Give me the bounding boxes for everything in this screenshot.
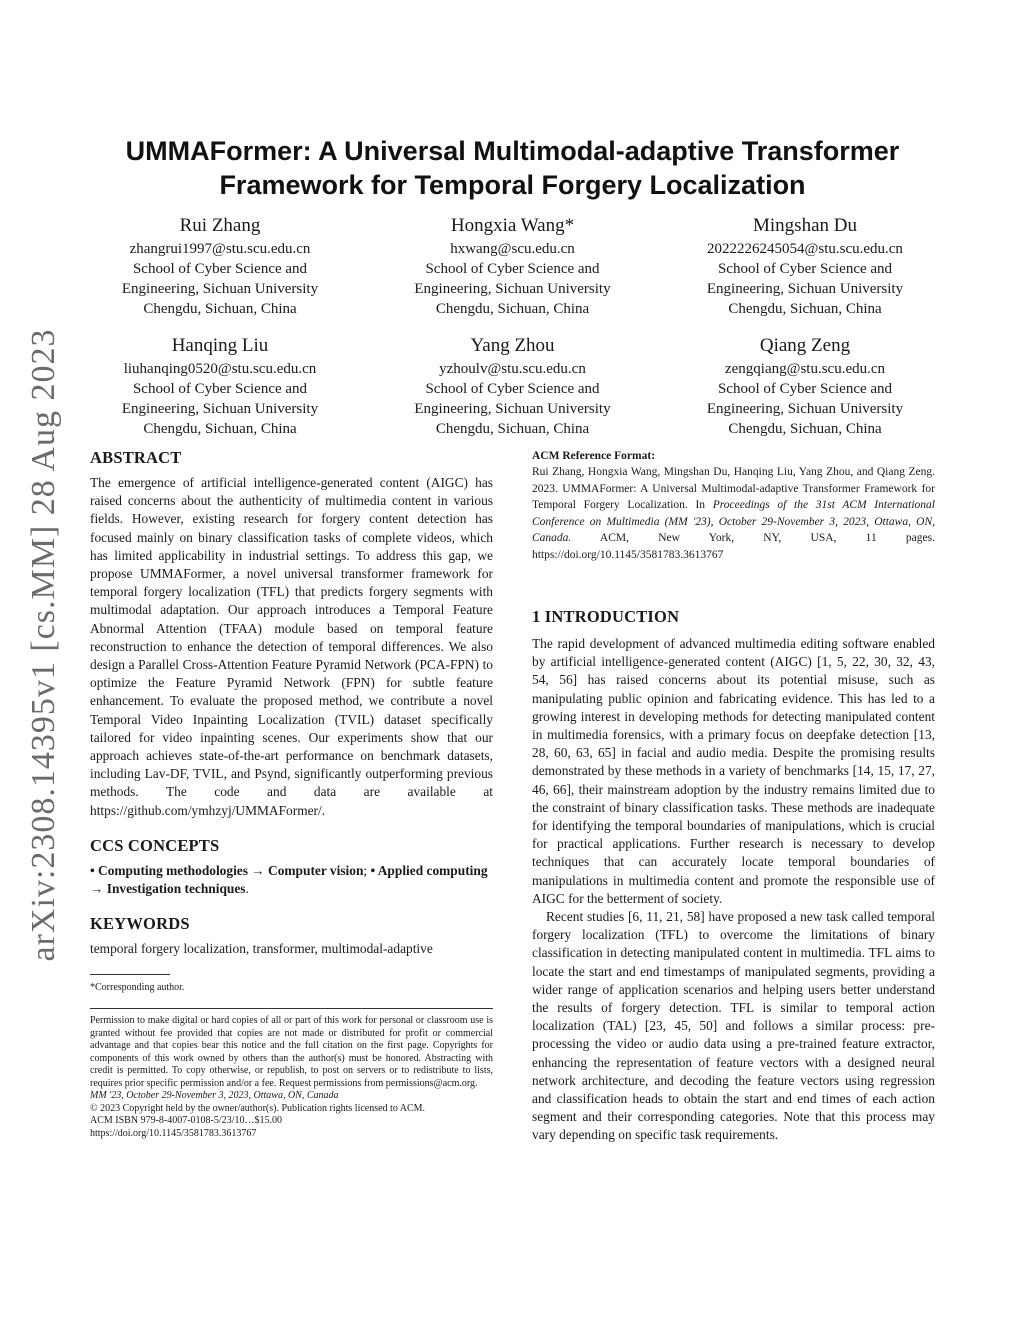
author-card (383, 333, 643, 439)
author-affiliation: Engineering, Sichuan University (121, 281, 319, 297)
author-name: Rui Zhang (179, 215, 261, 236)
author-email: yzhoulv@stu.scu.edu.cn (439, 361, 586, 377)
author-location: Chengdu, Sichuan, China (728, 301, 882, 317)
author-name: Mingshan Du (753, 215, 857, 236)
acm-reference-heading: ACM Reference Format: (532, 450, 656, 462)
permission-divider (90, 1008, 493, 1009)
copyright-notice: © 2023 Copyright held by the owner/author(s). Publication rights licensed to ACM. (90, 1102, 426, 1114)
left-column (90, 448, 493, 1140)
author-location: Chengdu, Sichuan, China (435, 301, 590, 317)
author-affiliation: School of Cyber Science and (132, 381, 308, 397)
ccs-concepts (90, 862, 493, 898)
author-card (675, 333, 935, 439)
author-affiliation: Engineering, Sichuan University (414, 281, 611, 297)
abstract-heading: ABSTRACT (90, 448, 182, 467)
intro-paragraph-1: The rapid development of advanced multimedia editing software enabled by artificial intelligence-generated content (AIGC) [1, 5, 22, 30, 32, 43, 54, 56] has raised concerns about its potential misuse, such as manipulating public opinion and fabricating evidence. This has led to a growing interest in developing methods for detecting manipulated content in multimedia forensics, with a primary focus on deepfake detection [13, 28, 60, 63, 65] in facial and audio media. Despite the promising results demonstrated by these methods in a variety of benchmarks [14, 15, 17, 27, 46, 66], their mainstream adoption by the industry remains limited due to the constraint of binary classification tasks. These methods are inadequate for identifying the temporal boundaries of manipulations, which is crucial for practical applications. Further research is necessary to develop techniques that can accurately locate temporal boundaries of manipulations in multimedia content and promote the responsible use of AIGC for the betterment of society. (532, 636, 935, 906)
ccs-end: . (245, 881, 249, 897)
author-affiliation: Engineering, Sichuan University (706, 401, 904, 417)
author-name: Hanqing Liu (171, 335, 269, 356)
author-affiliation: Engineering, Sichuan University (706, 281, 904, 297)
permission-block (90, 1015, 493, 1140)
author-email: 2022226245054@stu.scu.edu.cn (707, 241, 903, 257)
arxiv-identifier (24, 328, 64, 962)
doi-link[interactable]: https://doi.org/10.1145/3581783.3613767 (90, 1127, 257, 1139)
author-affiliation: Engineering, Sichuan University (121, 401, 319, 417)
isbn: ACM ISBN 979-8-4007-0108-5/23/10…$15.00 (90, 1115, 282, 1127)
ccs-heading: CCS CONCEPTS (90, 835, 220, 855)
intro-paragraph-2: Recent studies [6, 11, 21, 58] have proposed a new task called temporal forgery localization (TFL) to overcome the limitations of binary classification in detecting manipulated content in multimedia. TFL aims to locate the start and end timestamps of manipulated segments, providing a wider range of application scenarios and helping users better understand the results of forgery detection. TFL is similar to temporal action localization (TAL) [23, 45, 50] and follows a similar process: pre-processing the video or audio data using a pre-trained feature extractor, enhancing the representation of feature vectors with a designed neural network architecture, and decoding the feature vectors using regression and classification heads to obtain the start and end times of each action segment and their corresponding categories. Note that this process may vary depending on specific task requirements. (532, 909, 935, 1143)
introduction-heading: 1 INTRODUCTION (532, 607, 680, 626)
acm-reference-text (532, 464, 935, 563)
footnote: *Corresponding author. (90, 982, 185, 994)
author-affiliation: School of Cyber Science and (425, 381, 600, 397)
acm-reference-part-2: ACM, New York, NY, USA, 11 pages. https://doi.org/10.1145/3581783.3613767 (532, 532, 935, 561)
author-affiliation: School of Cyber Science and (132, 261, 308, 277)
author-affiliation: School of Cyber Science and (717, 381, 893, 397)
paper-title: UMMAFormer: A Universal Multimodal-adaptive Transformer Framework for Temporal Forgery Localization (125, 136, 900, 200)
author-name: Hongxia Wang* (450, 215, 575, 236)
author-email: liuhanqing0520@stu.scu.edu.cn (123, 361, 317, 377)
author-card (90, 333, 350, 439)
author-card (675, 213, 935, 319)
ccs-separator: ; (363, 862, 371, 878)
author-location: Chengdu, Sichuan, China (143, 301, 297, 317)
acm-reference-part-1: Rui Zhang, Hongxia Wang, Mingshan Du, Hanqing Liu, Yang Zhou, and Qiang Zeng. 2023. UMMAFormer: A Universal Multimodal-adaptive Transformer Framework for Temporal Forgery Localization. In (532, 466, 935, 511)
keywords-text: temporal forgery localization, transformer, multimodal-adaptive (90, 941, 433, 957)
author-email: zengqiang@stu.scu.edu.cn (724, 361, 886, 377)
author-row-1 (90, 213, 935, 319)
author-email: hxwang@scu.edu.cn (450, 241, 575, 257)
author-row-2 (90, 333, 935, 439)
ccs-concept-1: • Computing methodologies → Computer vision (90, 862, 364, 878)
author-email: zhangrui1997@stu.scu.edu.cn (129, 241, 311, 257)
footnote-divider (90, 974, 170, 975)
arxiv-id-text: arXiv:2308.14395v1 [cs.MM] 28 Aug 2023 (25, 328, 62, 962)
author-location: Chengdu, Sichuan, China (143, 421, 297, 437)
author-affiliation: Engineering, Sichuan University (414, 401, 611, 417)
acm-reference-proceedings: Proceedings of the 31st ACM International Conference on Multimedia (MM '23), October 29-November 3, 2023, Ottawa, ON, Canada. (532, 499, 935, 544)
right-column (532, 450, 935, 1145)
author-affiliation: School of Cyber Science and (717, 261, 893, 277)
author-card (90, 213, 350, 319)
keywords-heading: KEYWORDS (90, 914, 190, 934)
conference-venue: MM '23, October 29-November 3, 2023, Ottawa, ON, Canada (90, 1090, 339, 1102)
author-name: Yang Zhou (470, 335, 555, 356)
permission-text: Permission to make digital or hard copies of all or part of this work for personal or classroom use is granted without fee provided that copies are not made or distributed for profit or commercial advantage and that copies bear this notice and the full citation on the first page. Copyrights for components of this work owned by others than the author(s) must be honored. Abstracting with credit is permitted. To copy otherwise, or republish, to post on servers or to redistribute to lists, requires prior specific permission and/or a fee. Request permissions from permissions@acm.org. (90, 1015, 493, 1089)
author-location: Chengdu, Sichuan, China (435, 421, 590, 437)
author-affiliation: School of Cyber Science and (425, 261, 600, 277)
abstract-text: The emergence of artificial intelligence-generated content (AIGC) has raised concerns about the authenticity of multimedia content in various fields. However, existing research for forgery content detection has focused mainly on binary classification tasks of complete videos, which has limited applicability in industrial settings. To address this gap, we propose UMMAFormer, a novel universal transformer framework for temporal forgery localization (TFL) that predicts forgery segments with multimodal adaptation. Our approach introduces a Temporal Feature Abnormal Attention (TFAA) module based on temporal feature reconstruction to enhance the detection of temporal differences. We also design a Parallel Cross-Attention Feature Pyramid Network (PCA-FPN) to optimize the Feature Pyramid Network (FPN) for subtle feature enhancement. To evaluate the proposed method, we contribute a novel Temporal Video Inpainting Localization (TVIL) dataset specifically tailored for video inpainting scenes. Our experiments show that our approach achieves state-of-the-art performance on benchmark datasets, including Lav-DF, TVIL, and Psynd, significantly outperforming previous methods. The code and data are available at https://github.com/ymhzyj/UMMAFormer/. (90, 475, 493, 818)
ccs-concept-2: • Applied computing → Investigation techniques (90, 862, 488, 897)
author-location: Chengdu, Sichuan, China (728, 421, 882, 437)
author-block (90, 213, 935, 453)
author-card (383, 213, 643, 319)
author-name: Qiang Zeng (759, 335, 851, 356)
